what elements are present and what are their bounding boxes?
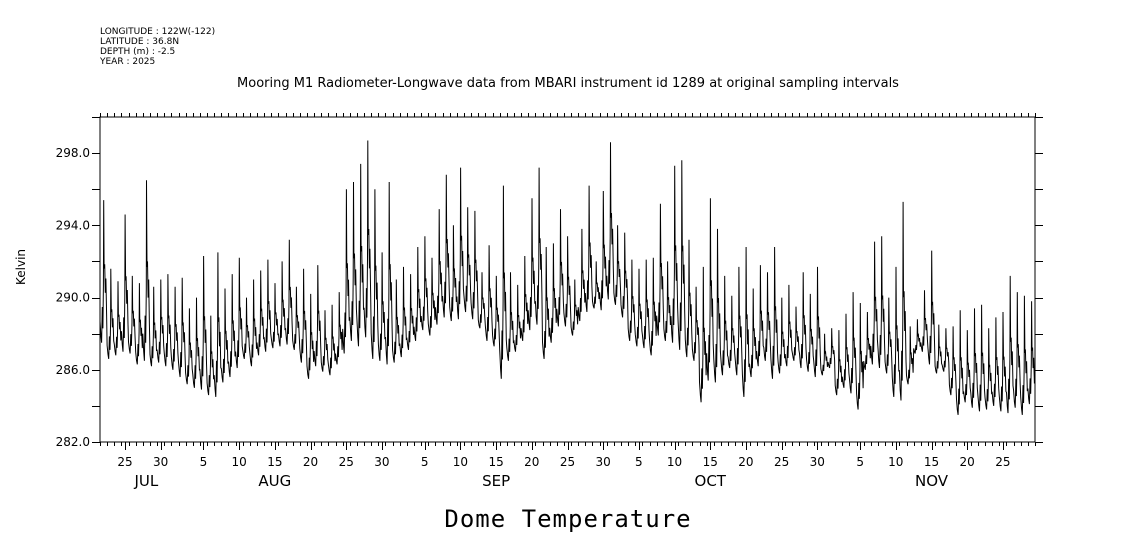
x-month-label: JUL (134, 472, 159, 490)
x-tick-label: 10 (452, 455, 469, 469)
x-tick-label: 25 (117, 455, 133, 469)
x-tick-label: 20 (524, 455, 540, 469)
x-tick-label: 5 (199, 455, 208, 469)
x-tick-label: 10 (666, 455, 683, 469)
x-tick-label: 15 (702, 455, 718, 469)
year-text: YEAR : 2025 (100, 57, 156, 67)
x-tick-label: 15 (923, 455, 940, 469)
y-tick-label: 298.0 (55, 146, 90, 161)
x-tick-label: 15 (267, 455, 283, 469)
x-tick-label: 25 (773, 455, 790, 469)
y-tick-label: 290.0 (55, 290, 90, 305)
x-tick-label: 5 (856, 455, 864, 469)
x-tick-label: 10 (231, 455, 247, 469)
chart-footer-title: Dome Temperature (444, 505, 692, 533)
x-month-label: OCT (694, 472, 726, 490)
x-month-label: NOV (914, 472, 949, 490)
x-tick-label: 25 (559, 455, 576, 469)
x-tick-label: 20 (302, 455, 319, 469)
x-tick-label: 20 (738, 455, 754, 469)
x-tick-label: 25 (338, 455, 354, 469)
depth-text: DEPTH (m) : -2.5 (100, 47, 176, 57)
x-tick-label: 15 (488, 455, 504, 469)
x-tick-label: 30 (809, 455, 825, 469)
longitude-text: LONGITUDE : 122W(-122) (100, 27, 216, 37)
x-month-label: SEP (482, 472, 511, 490)
x-tick-label: 30 (595, 455, 611, 469)
x-tick-label: 30 (374, 455, 390, 469)
x-month-label: AUG (258, 472, 292, 490)
x-tick-label: 5 (420, 455, 429, 469)
y-tick-label: 282.0 (55, 435, 90, 449)
x-tick-label: 20 (959, 455, 975, 469)
x-tick-label: 30 (153, 455, 169, 469)
chart-title: Mooring M1 Radiometer-Longwave data from MBARI instrument id 1289 at original sampling intervals (237, 76, 899, 91)
latitude-text: LATITUDE : 36.8N (100, 37, 180, 47)
x-tick-label: 5 (635, 455, 643, 469)
y-tick-label: 294.0 (55, 218, 90, 233)
x-tick-label: 10 (888, 455, 904, 469)
y-axis-label: Kelvin (14, 248, 28, 285)
y-tick-label: 286.0 (55, 362, 90, 377)
dome-temperature-series-line (100, 141, 1034, 415)
x-tick-label: 25 (995, 455, 1011, 469)
